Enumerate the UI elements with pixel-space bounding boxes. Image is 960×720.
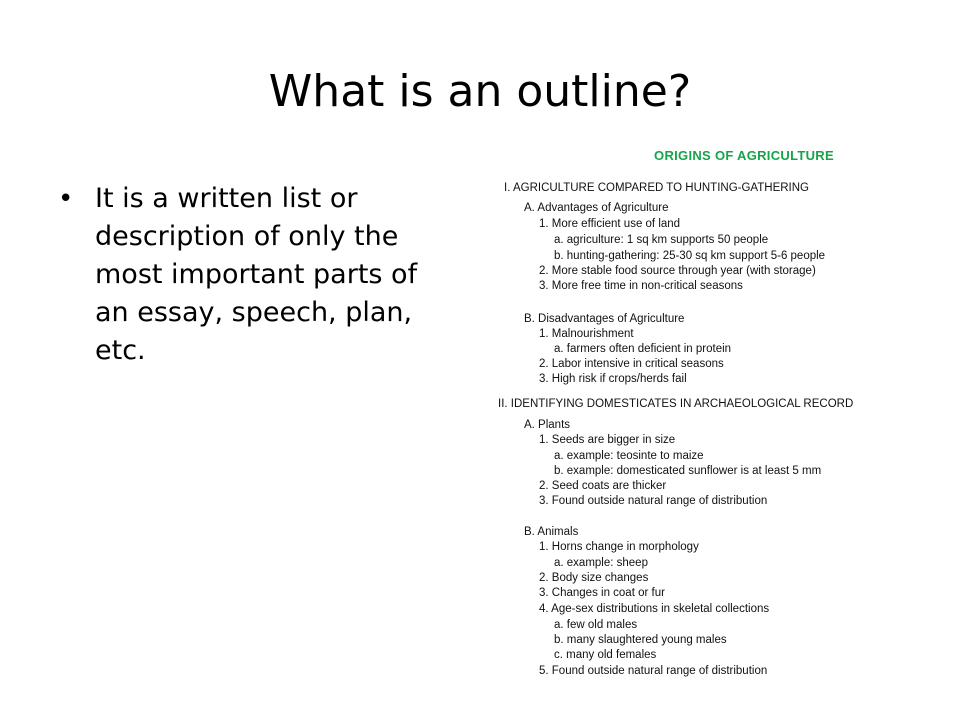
outline-line: 2. Labor intensive in critical seasons bbox=[539, 358, 724, 370]
outline-line: a. example: sheep bbox=[554, 557, 648, 569]
outline-line: a. agriculture: 1 sq km supports 50 people bbox=[554, 234, 769, 246]
outline-line: b. hunting-gathering: 25-30 sq km support 5-6 people bbox=[554, 250, 826, 262]
bullet-dot-icon: • bbox=[58, 184, 74, 214]
outline-line: B. Disadvantages of Agriculture bbox=[524, 313, 685, 325]
outline-line: 3. Found outside natural range of distribution bbox=[539, 495, 768, 507]
outline-line: 2. Body size changes bbox=[539, 572, 649, 584]
bullet-item bbox=[55, 180, 455, 370]
outline-line: A. Advantages of Agriculture bbox=[524, 202, 669, 214]
outline-line: c. many old females bbox=[554, 649, 657, 661]
outline-title: ORIGINS OF AGRICULTURE bbox=[654, 148, 834, 163]
outline-line: 3. More free time in non-critical seasons bbox=[539, 280, 743, 292]
outline-line: 3. High risk if crops/herds fail bbox=[539, 373, 687, 385]
outline-line: b. example: domesticated sunflower is at least 5 mm bbox=[554, 465, 822, 477]
bullet-text: It is a written list or description of only the most important parts of an essay, speech, plan, etc. bbox=[95, 183, 418, 366]
outline-line: A. Plants bbox=[524, 419, 571, 431]
outline-line: 5. Found outside natural range of distribution bbox=[539, 665, 768, 677]
outline-line: B. Animals bbox=[524, 526, 579, 538]
outline-line: 4. Age-sex distributions in skeletal collections bbox=[539, 603, 770, 615]
outline-line: a. farmers often deficient in protein bbox=[554, 343, 732, 355]
outline-line: 2. More stable food source through year (with storage) bbox=[539, 265, 816, 277]
slide-title: What is an outline? bbox=[268, 66, 692, 117]
outline-line: a. few old males bbox=[554, 619, 638, 631]
outline-figure bbox=[498, 143, 898, 683]
outline-line: 2. Seed coats are thicker bbox=[539, 480, 667, 492]
outline-line: 1. Horns change in morphology bbox=[539, 541, 699, 553]
outline-line: 1. Malnourishment bbox=[539, 328, 634, 340]
outline-line: 1. Seeds are bigger in size bbox=[539, 434, 676, 446]
outline-line: I. AGRICULTURE COMPARED TO HUNTING-GATHERING bbox=[504, 182, 809, 194]
outline-line: 3. Changes in coat or fur bbox=[539, 587, 665, 599]
outline-line: b. many slaughtered young males bbox=[554, 634, 727, 646]
outline-line: II. IDENTIFYING DOMESTICATES IN ARCHAEOLOGICAL RECORD bbox=[498, 398, 854, 410]
outline-line: 1. More efficient use of land bbox=[539, 218, 681, 230]
outline-line: a. example: teosinte to maize bbox=[554, 450, 704, 462]
bullet-list bbox=[55, 180, 455, 370]
